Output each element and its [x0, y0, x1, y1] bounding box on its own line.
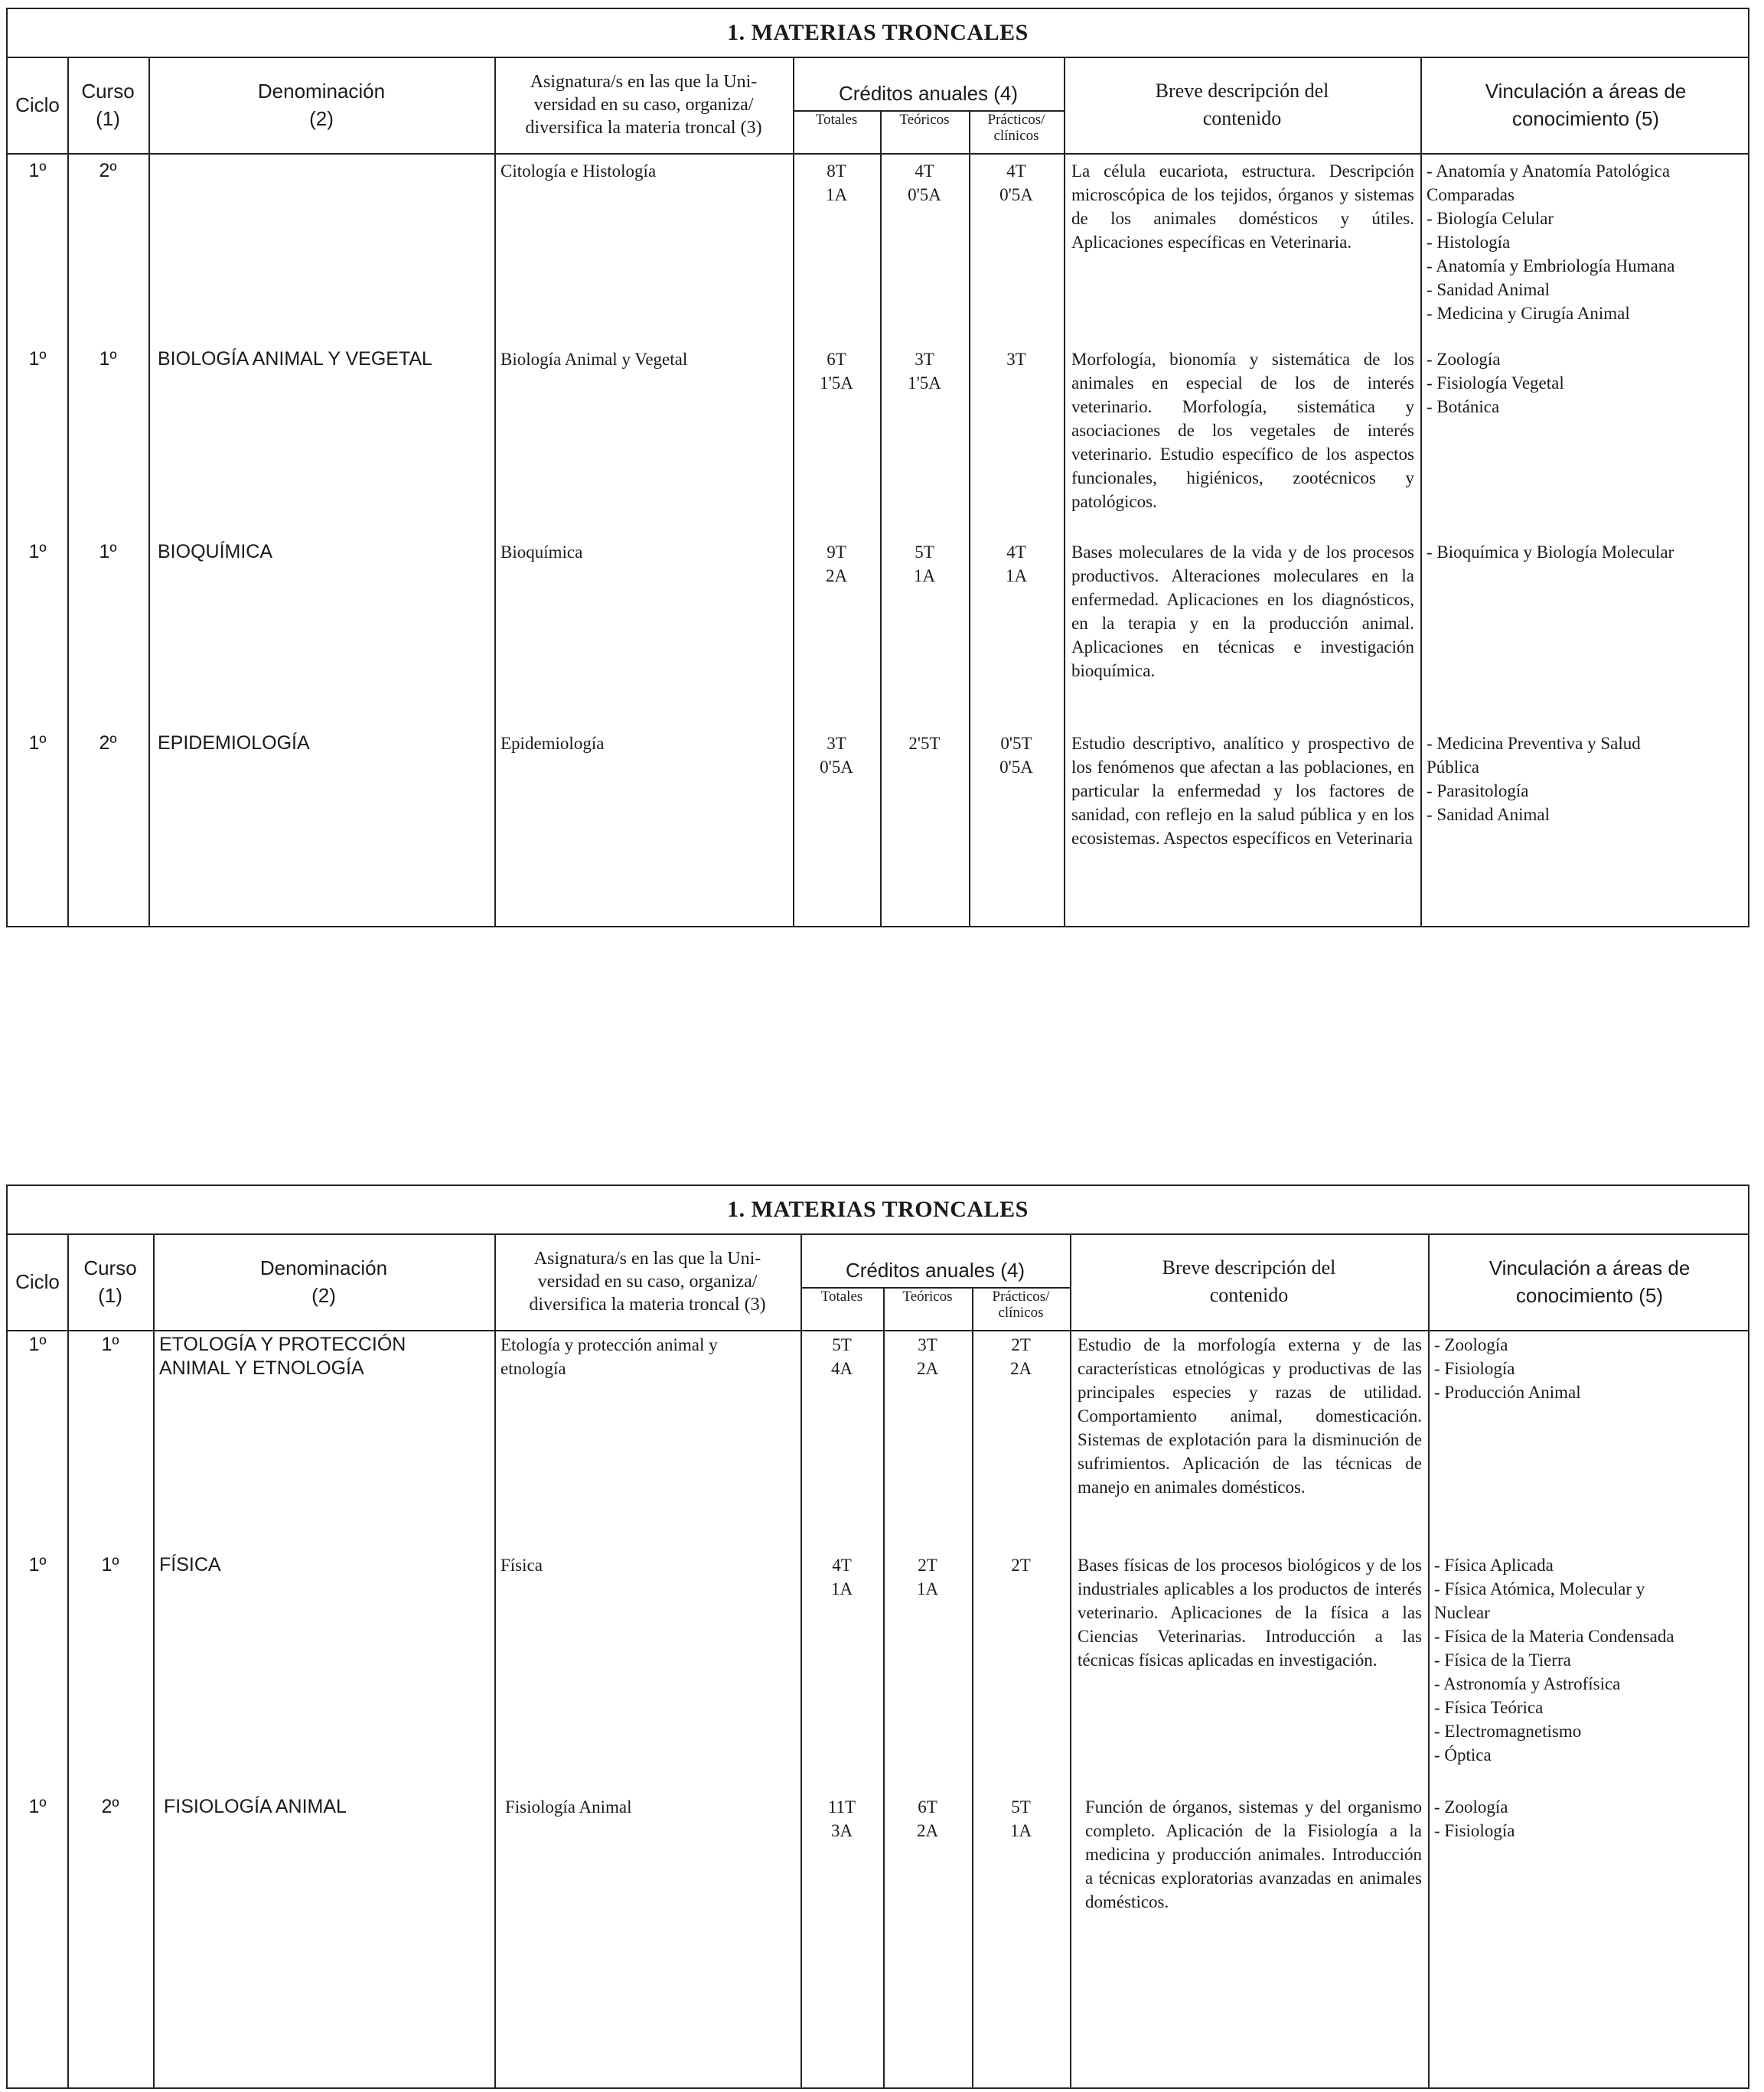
practicos-cell: 4T 0'5A	[999, 161, 1033, 204]
descripcion-cell: La célula eucariota, estructura. Descripción microscópica de los tejidos, órganos y sistemas de los animales domésticos y útiles. Aplicaciones específicas en Veterinaria.	[1071, 161, 1414, 252]
asignatura-cell: Física	[501, 1556, 543, 1575]
practicos-cell: 5T 1A	[1009, 1797, 1032, 1840]
practicos-cell: 4T 1A	[1005, 543, 1028, 585]
vinculacion-cell: - Bioquímica y Biología Molecular	[1427, 543, 1674, 562]
asignatura-cell: Citología e Histología	[501, 161, 657, 181]
practicos-cell: 0'5T 0'5A	[999, 734, 1033, 777]
teoricos-cell: 4T 0'5A	[908, 161, 941, 204]
totales-cell: 8T 1A	[825, 161, 848, 204]
table-title: 1. MATERIAS TRONCALES	[8, 1186, 1748, 1235]
troncales-table-2	[6, 1184, 1749, 2089]
header-denominacion: Denominación (2)	[257, 80, 386, 130]
practicos-cell: 3T	[1006, 350, 1026, 369]
vinculacion-cell: - Zoología - Fisiología Vegetal - Botánica	[1427, 350, 1564, 416]
asignatura-cell: Bioquímica	[501, 543, 583, 562]
descripcion-cell: Bases físicas de los procesos biológicos y de los industriales aplicables a los productos de interés veterinario. Aplicaciones de la física a las Ciencias Veterinarias. Introducción a las técnicas físicas aplicadas en investigación.	[1078, 1556, 1422, 1670]
header-totales: Totales	[820, 1289, 863, 1305]
curso-cell: 2º	[101, 1796, 119, 1817]
descripcion-cell: Estudio de la morfología externa y de las características etnológicas y productivas de las principales especies y razas de utilidad. Comportamiento animal, domesticación. Sistemas de explotación para la disminución de sufrimientos. Aplicación de las técnicas de manejo en animales domésticos.	[1078, 1335, 1422, 1497]
header-teoricos: Teóricos	[902, 1289, 953, 1305]
vinculacion-cell: - Zoología - Fisiología - Producción Animal	[1434, 1335, 1581, 1402]
header-practicos: Prácticos/ clínicos	[987, 112, 1045, 144]
descripcion-cell: Función de órganos, sistemas y del organismo completo. Aplicación de la Fisiología a la medicina y producción animales. Introducción a técnicas exploratorias avanzadas en animales domésticos.	[1085, 1797, 1422, 1911]
totales-cell: 6T 1'5A	[820, 350, 853, 393]
totales-cell: 11T 3A	[827, 1797, 856, 1840]
ciclo-cell: 1º	[28, 160, 47, 181]
ciclo-cell: 1º	[28, 541, 47, 562]
ciclo-cell: 1º	[28, 348, 47, 370]
header-teoricos: Teóricos	[899, 112, 950, 128]
asignatura-cell: Fisiología Animal	[505, 1797, 632, 1817]
header-creditos: Créditos anuales (4)	[838, 82, 1019, 105]
troncales-table-1	[6, 8, 1749, 927]
denominacion-cell: ETOLOGÍA Y PROTECCIÓN ANIMAL Y ETNOLOGÍA	[159, 1334, 406, 1379]
teoricos-cell: 5T 1A	[913, 543, 936, 585]
practicos-cell: 2T 2A	[1009, 1335, 1032, 1378]
totales-cell: 9T 2A	[825, 543, 848, 585]
descripcion-cell: Estudio descriptivo, analítico y prospectivo de los fenómenos que afectan a las poblaciones, en particular la enfermedad y los factores de sanidad, con reflejo en la salud pública y en los ecosistemas. Aspectos específicos en Veterinaria	[1071, 734, 1414, 848]
asignatura-cell: Epidemiología	[501, 734, 605, 753]
header-descripcion: Breve descripción del contenido	[1155, 80, 1329, 129]
header-asignatura: Asignatura/s en las que la Uni- versidad en su caso, organiza/ diversifica la materia troncal (3)	[529, 1249, 766, 1315]
ciclo-cell: 1º	[28, 1334, 47, 1355]
header-asignatura: Asignatura/s en las que la Uni- versidad en su caso, organiza/ diversifica la materia troncal (3)	[525, 72, 762, 138]
teoricos-cell: 2T 1A	[916, 1556, 939, 1598]
ciclo-cell: 1º	[28, 1796, 47, 1817]
asignatura-cell: Etología y protección animal y etnología	[501, 1335, 718, 1378]
curso-cell: 2º	[99, 160, 117, 181]
header-denominacion: Denominación (2)	[259, 1256, 388, 1307]
table-title: 1. MATERIAS TRONCALES	[8, 9, 1748, 58]
teoricos-cell: 6T 2A	[916, 1797, 939, 1840]
vinculacion-cell: - Medicina Preventiva y Salud Pública - Parasitología - Sanidad Animal	[1427, 734, 1641, 824]
ciclo-cell: 1º	[28, 1554, 47, 1576]
denominacion-cell: BIOLOGÍA ANIMAL Y VEGETAL	[158, 348, 432, 370]
asignatura-cell: Biología Animal y Vegetal	[501, 350, 688, 369]
header-ciclo: Ciclo	[15, 93, 60, 116]
curso-cell: 1º	[99, 348, 117, 370]
header-vinculacion: Vinculación a áreas de conocimiento (5)	[1485, 80, 1687, 130]
curso-cell: 1º	[101, 1554, 119, 1576]
denominacion-cell: BIOQUÍMICA	[158, 541, 273, 562]
vinculacion-cell: - Zoología - Fisiología	[1434, 1797, 1515, 1840]
header-descripcion: Breve descripción del contenido	[1162, 1256, 1336, 1306]
header-totales: Totales	[815, 112, 858, 128]
denominacion-cell: FÍSICA	[159, 1554, 221, 1576]
curso-cell: 1º	[99, 541, 117, 562]
descripcion-cell: Bases moleculares de la vida y de los procesos productivos. Alteraciones moleculares en la enfermedad. Aplicaciones en los diagnósticos, en la terapia y en la producción animal. Aplicaciones en técnicas e investigación bioquímica.	[1071, 543, 1414, 680]
teoricos-cell: 2'5T	[908, 734, 941, 753]
teoricos-cell: 3T 1'5A	[908, 350, 941, 393]
header-curso: Curso (1)	[81, 80, 135, 130]
header-ciclo: Ciclo	[15, 1270, 60, 1293]
curso-cell: 2º	[99, 732, 117, 754]
totales-cell: 5T 4A	[830, 1335, 853, 1378]
vinculacion-cell: - Anatomía y Anatomía Patológica Comparadas - Biología Celular - Histología - Anatomía y Embriología Humana - Sanidad Animal - Medicina y Cirugía Animal	[1427, 161, 1675, 323]
denominacion-cell: FISIOLOGÍA ANIMAL	[164, 1796, 347, 1817]
totales-cell: 4T 1A	[830, 1556, 853, 1598]
header-creditos: Créditos anuales (4)	[845, 1259, 1025, 1282]
denominacion-cell: EPIDEMIOLOGÍA	[158, 732, 310, 754]
header-vinculacion: Vinculación a áreas de conocimiento (5)	[1488, 1256, 1691, 1307]
totales-cell: 3T 0'5A	[820, 734, 853, 777]
curso-cell: 1º	[101, 1334, 119, 1355]
ciclo-cell: 1º	[28, 732, 47, 754]
header-curso: Curso (1)	[83, 1256, 137, 1307]
header-practicos: Prácticos/ clínicos	[992, 1289, 1050, 1321]
practicos-cell: 2T	[1011, 1556, 1031, 1575]
descripcion-cell: Morfología, bionomía y sistemática de los animales en especial de los de interés veterinario. Morfología, sistemática y asociaciones de los vegetales de interés veterinario. Estudio específico de los aspectos funcionales, higiénicos, zootécnicos y patológicos.	[1071, 350, 1414, 511]
vinculacion-cell: - Física Aplicada - Física Atómica, Molecular y Nuclear - Física de la Materia Condensada - Física de la Tierra - Astronomía y Astrofísica - Física Teórica - Electromagnetismo - Óptica	[1434, 1556, 1674, 1765]
teoricos-cell: 3T 2A	[916, 1335, 939, 1378]
